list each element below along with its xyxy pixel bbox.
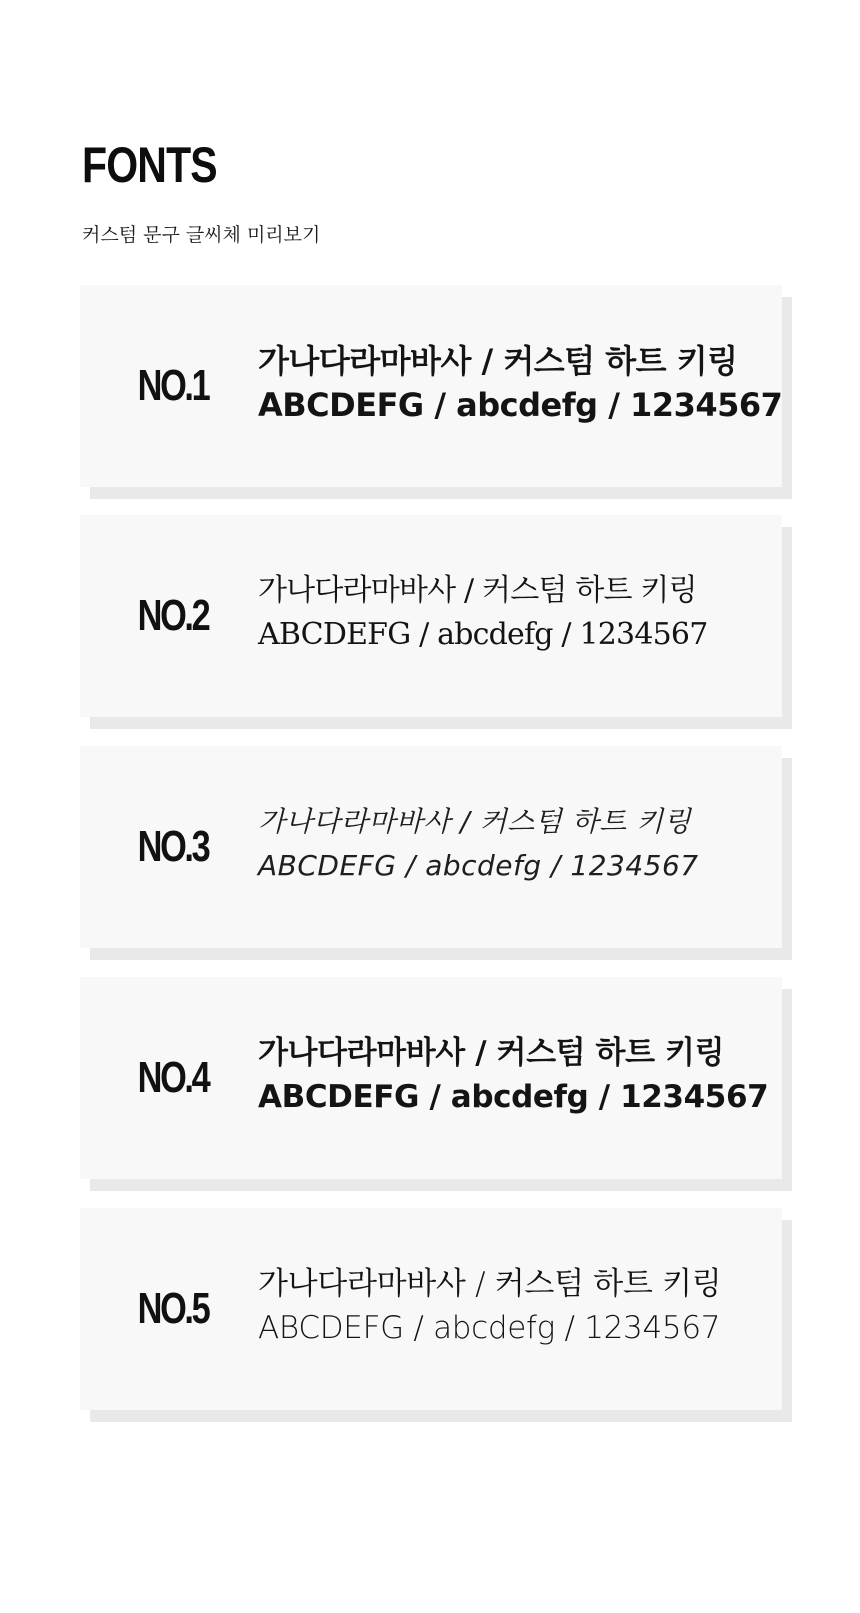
sample-korean-line: 가나다라마바사 / 커스텀 하트 키링 [258,1266,722,1302]
sample-latin-line: ABCDEFG / abcdefg / 1234567 [258,386,783,424]
sample-korean-line: 가나다라마바사 / 커스텀 하트 키링 [258,342,738,380]
font-number-label: NO.3 [137,822,209,871]
font-sample [258,339,782,427]
sample-latin-line: ABCDEFG / abcdefg / 1234567 [258,1079,769,1115]
sample-korean-line: 가나다라마바사 / 커스텀 하트 키링 [258,573,697,608]
sample-korean-line: 가나다라마바사 / 커스텀 하트 키링 [258,805,692,838]
font-sample [258,800,699,888]
font-sample [258,1262,721,1350]
font-number-label: NO.2 [137,591,209,640]
sample-korean-line: 가나다라마바사 / 커스텀 하트 키링 [258,1035,725,1071]
font-card-3 [80,746,782,948]
page-title: FONTS [82,137,217,193]
font-card-5 [80,1208,782,1410]
font-card-1 [80,285,782,487]
page-header [82,137,321,246]
font-number-label: NO.1 [137,361,209,410]
font-number-label: NO.4 [137,1053,209,1102]
font-sample [258,569,707,657]
sample-latin-line: ABCDEFG / abcdefg / 1234567 [258,617,708,652]
font-card-4 [80,977,782,1179]
sample-latin-line: ABCDEFG / abcdefg / 1234567 [258,1310,721,1346]
font-sample [258,1031,768,1119]
font-card-2 [80,515,782,717]
sample-latin-line: ABCDEFG / abcdefg / 1234567 [258,849,699,882]
page-subtitle: 커스텀 문구 글씨체 미리보기 [82,224,321,246]
font-number-label: NO.5 [137,1284,209,1333]
